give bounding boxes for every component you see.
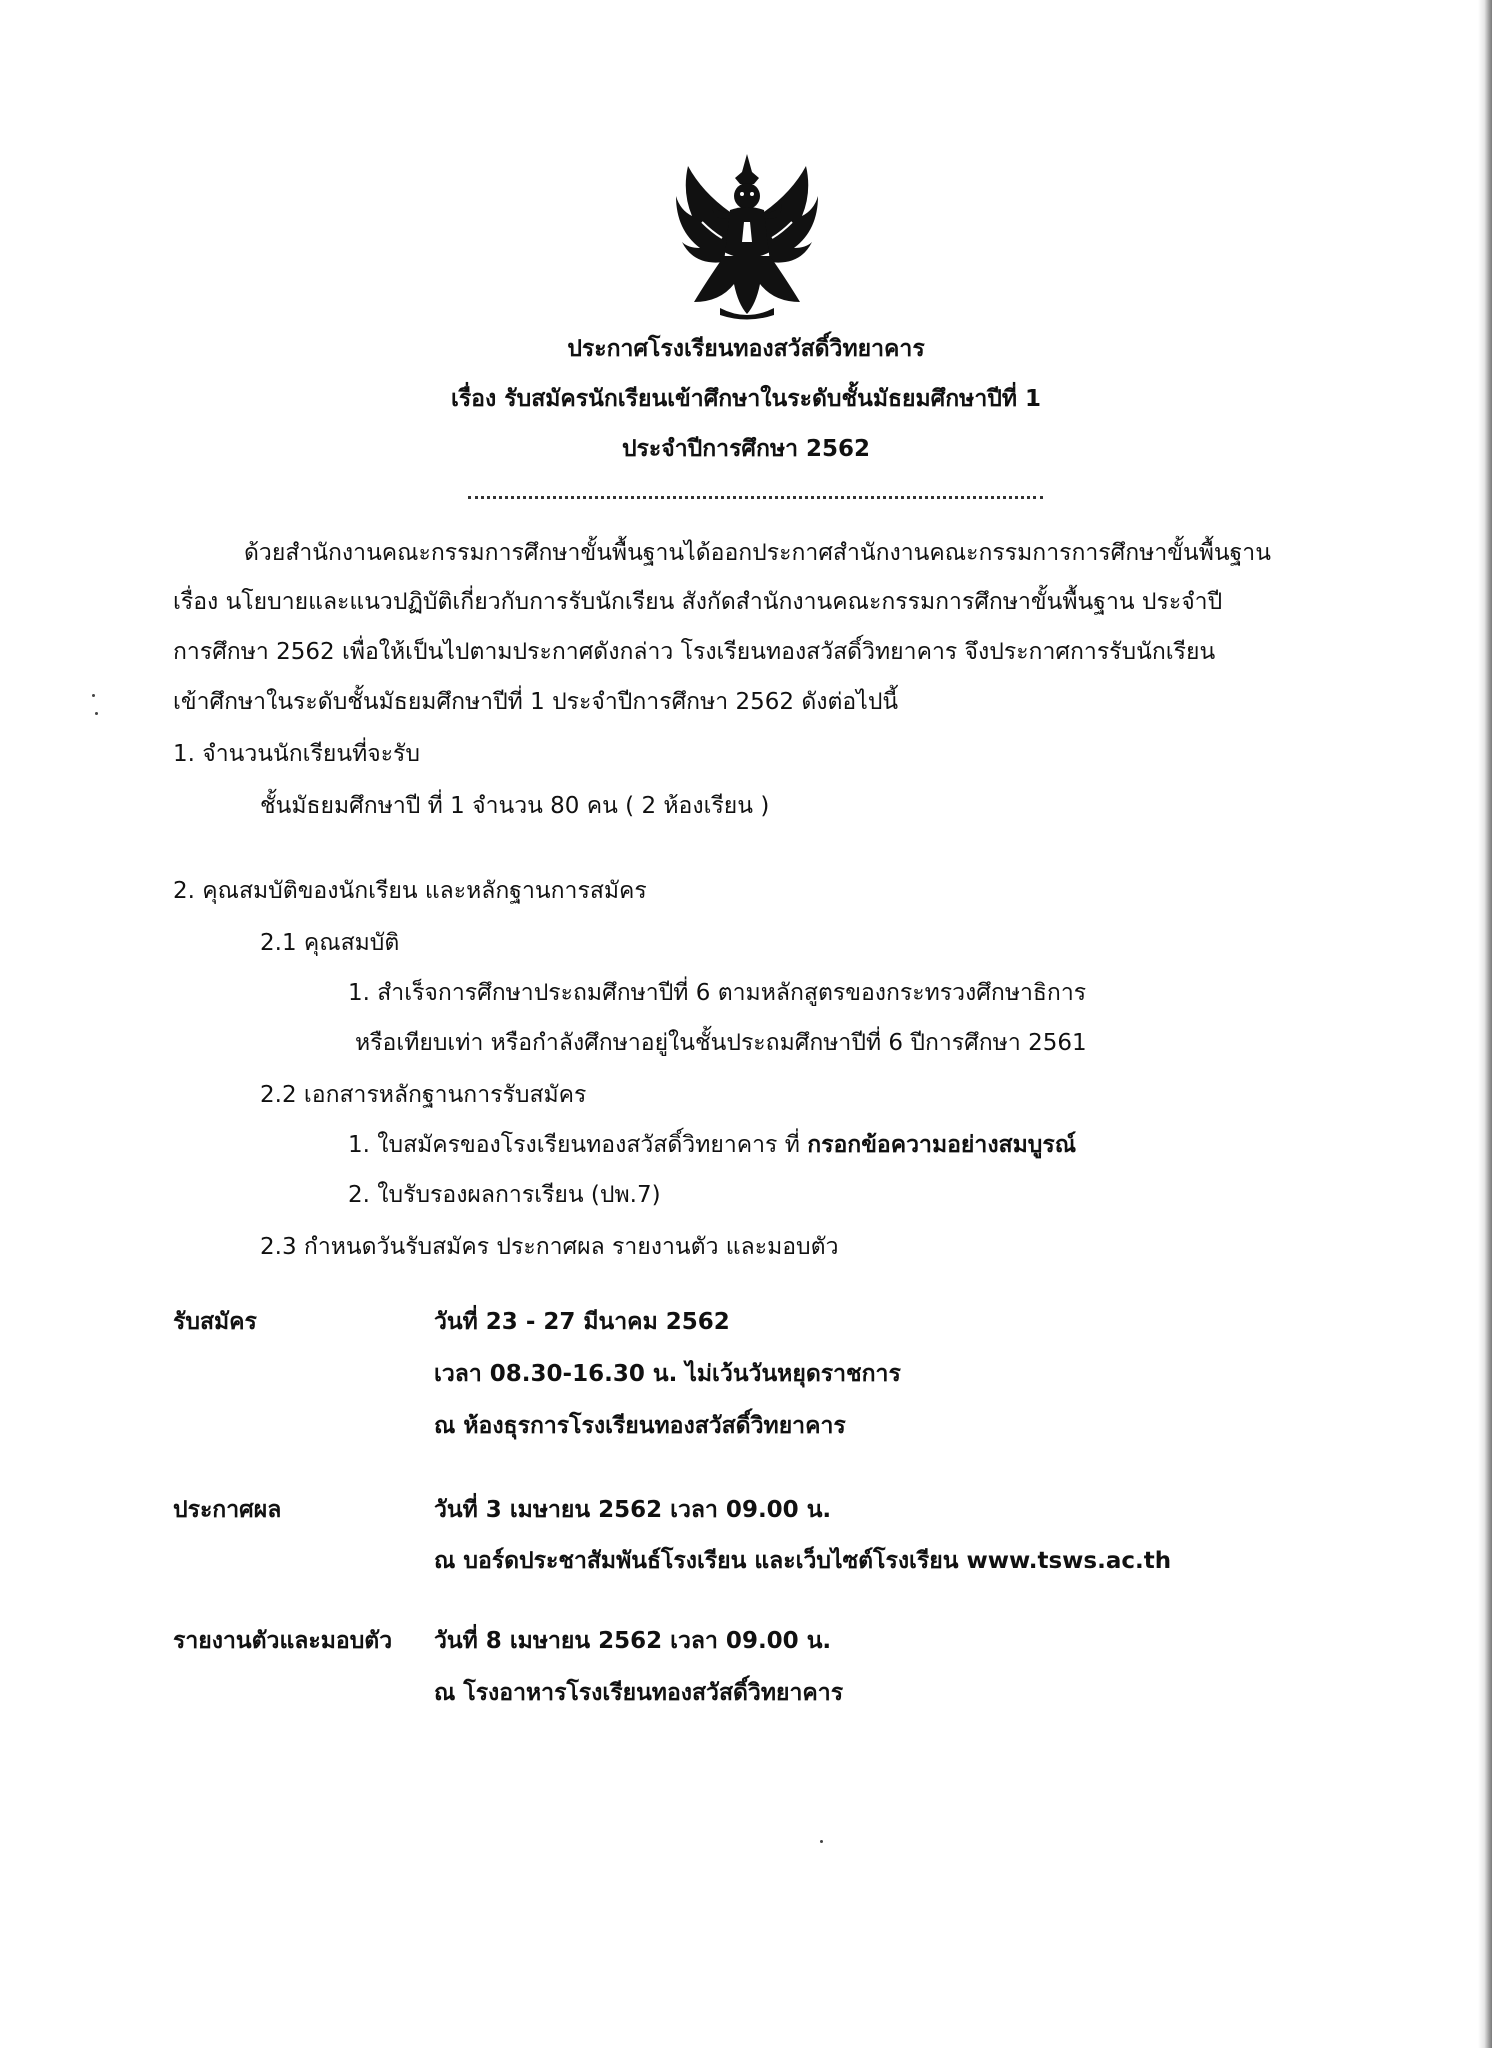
section-1-detail: ชั้นมัธยมศึกษาปี ที่ 1 จำนวน 80 คน ( 2 ห้องเรียน ) bbox=[260, 793, 770, 819]
section-2-2-heading: 2.2 เอกสารหลักฐานการรับสมัคร bbox=[260, 1082, 587, 1108]
intro-line: การศึกษา 2562 เพื่อให้เป็นไปตามประกาศดังกล่าว โรงเรียนทองสวัสดิ์วิทยาคาร จึงประกาศการรับนักเรียน bbox=[173, 639, 1216, 665]
schedule-announce-date: วันที่ 3 เมษายน 2562 เวลา 09.00 น. bbox=[434, 1497, 832, 1523]
section-2-heading: 2. คุณสมบัติของนักเรียน และหลักฐานการสมัคร bbox=[173, 878, 647, 904]
schedule-apply-place: ณ ห้องธุรการโรงเรียนทองสวัสดิ์วิทยาคาร bbox=[434, 1413, 846, 1439]
document-item: 2. ใบรับรองผลการเรียน (ปพ.7) bbox=[348, 1182, 661, 1208]
scan-speck bbox=[820, 1840, 823, 1843]
section-2-3-heading: 2.3 กำหนดวันรับสมัคร ประกาศผล รายงานตัว และมอบตัว bbox=[260, 1234, 839, 1260]
academic-year: ประจำปีการศึกษา 2562 bbox=[621, 436, 871, 462]
announcement-title: ประกาศโรงเรียนทองสวัสดิ์วิทยาคาร bbox=[567, 336, 925, 362]
intro-line: เข้าศึกษาในระดับชั้นมัธยมศึกษาปีที่ 1 ประจำปีการศึกษา 2562 ดังต่อไปนี้ bbox=[173, 689, 899, 715]
schedule-report-place: ณ โรงอาหารโรงเรียนทองสวัสดิ์วิทยาคาร bbox=[434, 1680, 844, 1706]
section-1-heading: 1. จำนวนนักเรียนที่จะรับ bbox=[173, 741, 421, 767]
schedule-announce-place: ณ บอร์ดประชาสัมพันธ์โรงเรียน และเว็บไซต์โรงเรียน www.tsws.ac.th bbox=[434, 1548, 1172, 1574]
qualification-item-cont: หรือเทียบเท่า หรือกำลังศึกษาอยู่ในชั้นประถมศึกษาปีที่ 6 ปีการศึกษา 2561 bbox=[355, 1030, 1087, 1056]
schedule-label-apply: รับสมัคร bbox=[173, 1309, 257, 1335]
garuda-emblem-icon bbox=[672, 152, 822, 322]
document-item-text: 1. ใบสมัครของโรงเรียนทองสวัสดิ์วิทยาคาร ที่ bbox=[348, 1132, 808, 1158]
announcement-subject: เรื่อง รับสมัครนักเรียนเข้าศึกษาในระดับชั้นมัธยมศึกษาปีที่ 1 bbox=[450, 386, 1042, 412]
section-2-1-heading: 2.1 คุณสมบัติ bbox=[260, 930, 400, 956]
document-item-emphasis: กรอกข้อความอย่างสมบูรณ์ bbox=[807, 1132, 1077, 1158]
schedule-report-date: วันที่ 8 เมษายน 2562 เวลา 09.00 น. bbox=[434, 1628, 832, 1654]
intro-line: เรื่อง นโยบายและแนวปฏิบัติเกี่ยวกับการรับนักเรียน สังกัดสำนักงานคณะกรรมการศึกษาขั้นพื้นฐาน ประจำปี bbox=[173, 589, 1223, 615]
intro-line: ด้วยสำนักงานคณะกรรมการศึกษาขั้นพื้นฐานได้ออกประกาศสำนักงานคณะกรรมการการศึกษาขั้นพื้นฐาน bbox=[244, 540, 1271, 566]
qualification-item: 1. สำเร็จการศึกษาประถมศึกษาปีที่ 6 ตามหลักสูตรของกระทรวงศึกษาธิการ bbox=[348, 980, 1087, 1006]
schedule-label-announce: ประกาศผล bbox=[173, 1497, 282, 1523]
schedule-apply-time: เวลา 08.30-16.30 น. ไม่เว้นวันหยุดราชการ bbox=[434, 1361, 901, 1387]
scan-edge-shadow bbox=[1478, 0, 1492, 2048]
scan-speck bbox=[95, 712, 98, 715]
scan-speck bbox=[92, 694, 95, 697]
document-item bbox=[348, 1130, 1076, 1160]
schedule-label-report: รายงานตัวและมอบตัว bbox=[173, 1628, 393, 1654]
dotted-divider bbox=[468, 496, 1043, 499]
schedule-apply-date: วันที่ 23 - 27 มีนาคม 2562 bbox=[434, 1309, 730, 1335]
